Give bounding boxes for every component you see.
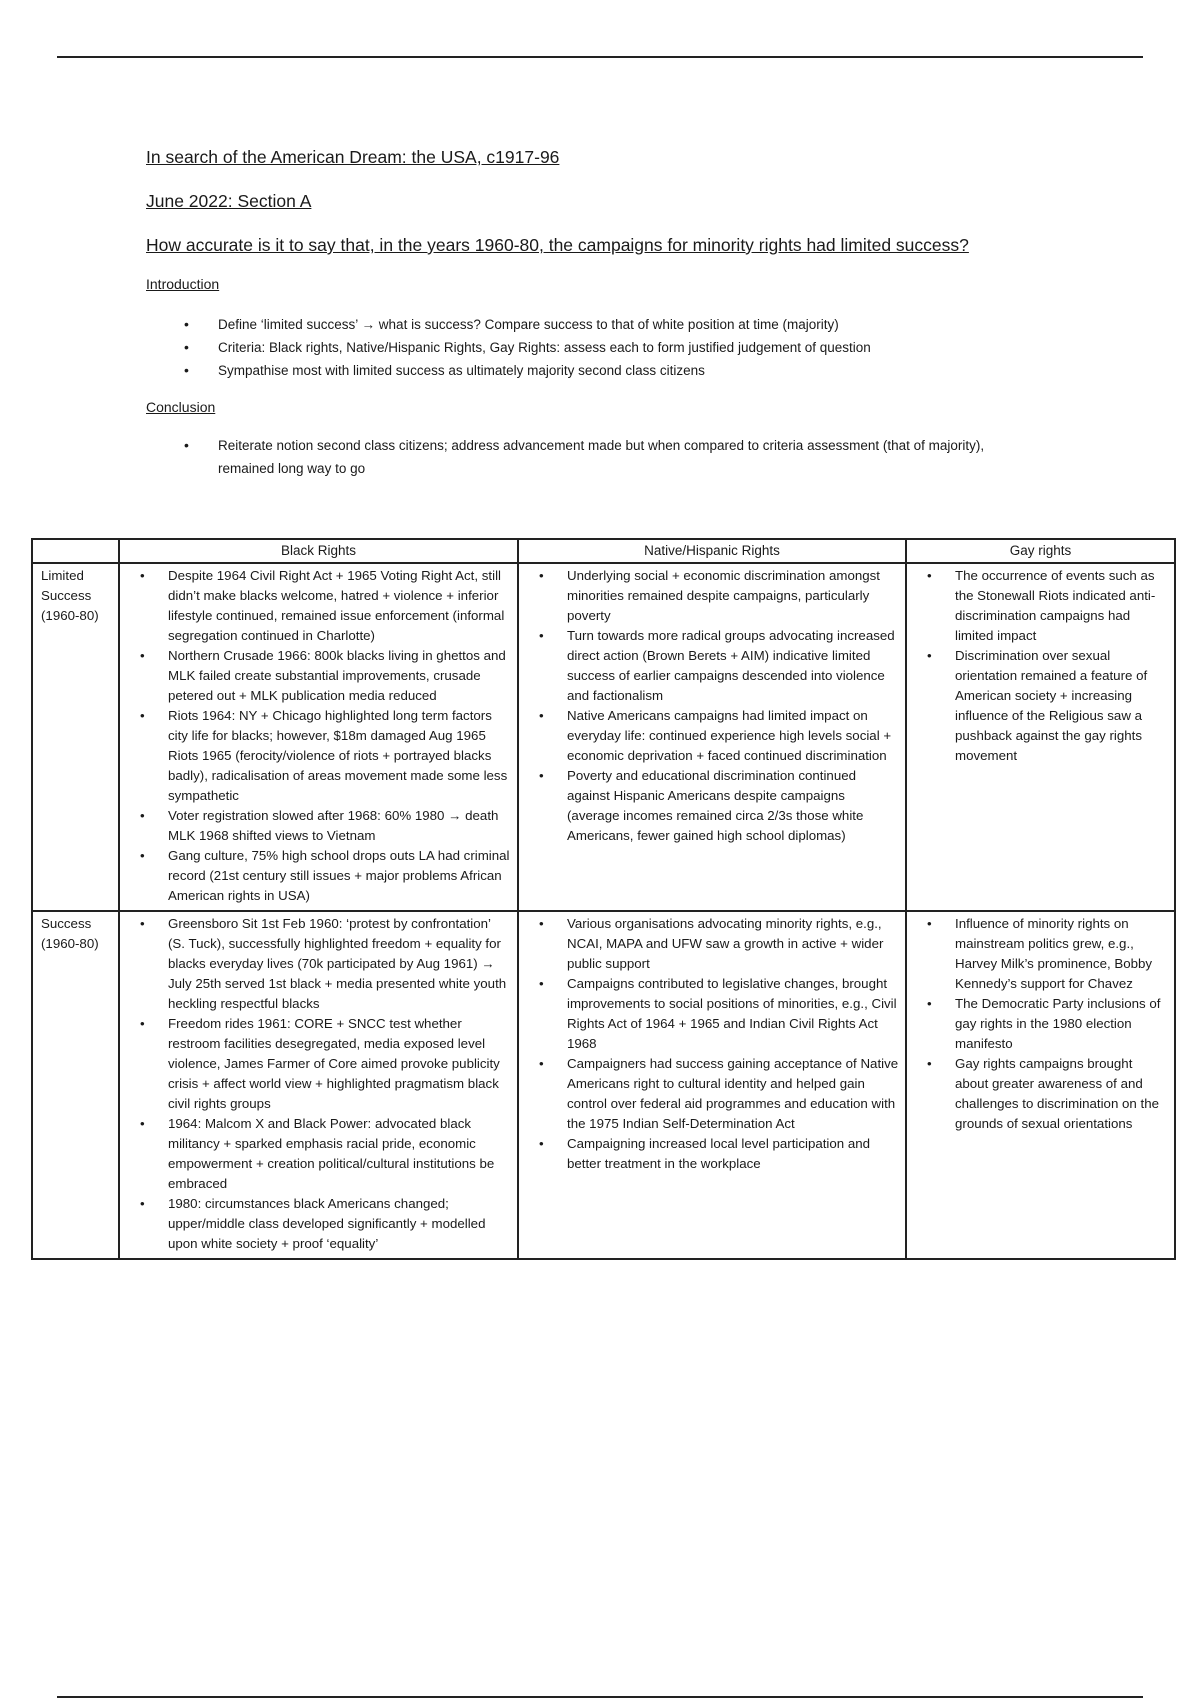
list-item: • The occurrence of events such as the Stonewall Riots indicated anti-discrimination campaigns had limited impact [915, 566, 1168, 646]
list-item: • Native Americans campaigns had limited impact on everyday life: continued experience high levels social + economic deprivation + faced continued discrimination [527, 706, 899, 766]
list-item: • Various organisations advocating minority rights, e.g., NCAI, MAPA and UFW saw a growth in active + wider public support [527, 914, 899, 974]
list-item: • Discrimination over sexual orientation remained a feature of American society + increasing influence of the Religious saw a pushback against the gay rights movement [915, 646, 1168, 766]
list-item: • Despite 1964 Civil Right Act + 1965 Voting Right Act, still didn’t make blacks welcome, hatred + violence + inferior lifestyle continued, remained issue enforcement (informal segregation continued in Charlotte) [128, 566, 511, 646]
bottom-rule [57, 1696, 1143, 1698]
top-rule [57, 56, 1143, 58]
table-row [32, 911, 1175, 1259]
comparison-table [31, 538, 1176, 1260]
list-item: • Turn towards more radical groups advocating increased direct action (Brown Berets + AIM) indicative limited success of earlier campaigns descended into violence and factionalism [527, 626, 899, 706]
table-cell [518, 911, 906, 1259]
list-item: • Gang culture, 75% high school drops outs LA had criminal record (21st century still issues + major problems African American rights in USA) [128, 846, 511, 906]
introduction-point: • Sympathise most with limited success as ultimately majority second class citizens [184, 359, 1084, 382]
list-item: • Campaigning increased local level participation and better treatment in the workplace [527, 1134, 899, 1174]
table-cell [906, 911, 1175, 1259]
page-header [146, 146, 1146, 278]
table-cell [518, 563, 906, 911]
essay-question: How accurate is it to say that, in the years 1960-80, the campaigns for minority rights had limited success? [146, 235, 969, 255]
column-header: Native/Hispanic Rights [518, 539, 906, 563]
document-title: In search of the American Dream: the USA, c1917-96 [146, 147, 560, 167]
list-item: • The Democratic Party inclusions of gay rights in the 1980 election manifesto [915, 994, 1168, 1054]
list-item: • Northern Crusade 1966: 800k blacks living in ghettos and MLK failed create substantial improvements, crusade petered out + MLK publication media reduced [128, 646, 511, 706]
table-cell [119, 563, 518, 911]
document-subtitle: June 2022: Section A [146, 191, 312, 211]
list-item: • Campaigners had success gaining acceptance of Native Americans right to cultural identity and helped gain control over federal aid programmes and education with the 1975 Indian Self-Determination Act [527, 1054, 899, 1134]
conclusion-heading: Conclusion [146, 399, 216, 415]
table-header-row [32, 539, 1175, 563]
conclusion-list [184, 434, 1024, 480]
list-item: • Riots 1964: NY + Chicago highlighted long term factors city life for blacks; however, $18m damaged Aug 1965 Riots 1965 (ferocity/violence of riots + portrayed blacks badly), radicalisation of areas movement made some less sympathetic [128, 706, 511, 806]
row-header: Success (1960-80) [32, 911, 119, 1259]
column-header: Gay rights [906, 539, 1175, 563]
table-row [32, 563, 1175, 911]
table-corner-cell [32, 539, 119, 563]
table-cell [119, 911, 518, 1259]
list-item: • Campaigns contributed to legislative changes, brought improvements to social positions of minorities, e.g., Civil Rights Act of 1964 + 1965 and Indian Civil Rights Act 1968 [527, 974, 899, 1054]
introduction-point: • Define ‘limited success’ → what is success? Compare success to that of white position at time (majority) [184, 313, 1084, 336]
list-item: • Voter registration slowed after 1968: 60% 1980 → death MLK 1968 shifted views to Vietnam [128, 806, 511, 846]
list-item: • 1980: circumstances black Americans changed; upper/middle class developed significantly + modelled upon white society + proof ‘equality’ [128, 1194, 511, 1254]
list-item: • Freedom rides 1961: CORE + SNCC test whether restroom facilities desegregated, media exposed level violence, James Farmer of Core aimed provoke publicity crisis + affect world view + highlighted pragmatism black civil rights groups [128, 1014, 511, 1114]
row-header: Limited Success (1960-80) [32, 563, 119, 911]
introduction-heading: Introduction [146, 276, 220, 292]
column-header: Black Rights [119, 539, 518, 563]
list-item: • Influence of minority rights on mainstream politics grew, e.g., Harvey Milk’s prominence, Bobby Kennedy’s support for Chavez [915, 914, 1168, 994]
conclusion-point: • Reiterate notion second class citizens; address advancement made but when compared to criteria assessment (that of majority), remained long way to go [184, 434, 1024, 480]
list-item: • Underlying social + economic discrimination amongst minorities remained despite campaigns, particularly poverty [527, 566, 899, 626]
table-cell [906, 563, 1175, 911]
list-item: • Poverty and educational discrimination continued against Hispanic Americans despite campaigns (average incomes remained circa 2/3s those white Americans, fewer gained high school diplomas) [527, 766, 899, 846]
list-item: • Greensboro Sit 1st Feb 1960: ‘protest by confrontation’ (S. Tuck), successfully highlighted freedom + equality for blacks everyday lives (70k participated by Aug 1961) → July 25th served 1st black + media presented white youth heckling respectful blacks [128, 914, 511, 1014]
list-item: • Gay rights campaigns brought about greater awareness of and challenges to discrimination on the grounds of sexual orientations [915, 1054, 1168, 1134]
introduction-point: • Criteria: Black rights, Native/Hispanic Rights, Gay Rights: assess each to form justified judgement of question [184, 336, 1084, 359]
list-item: • 1964: Malcom X and Black Power: advocated black militancy + sparked emphasis racial pride, economic empowerment + creation political/cultural institutions be embraced [128, 1114, 511, 1194]
introduction-list [184, 313, 1084, 382]
